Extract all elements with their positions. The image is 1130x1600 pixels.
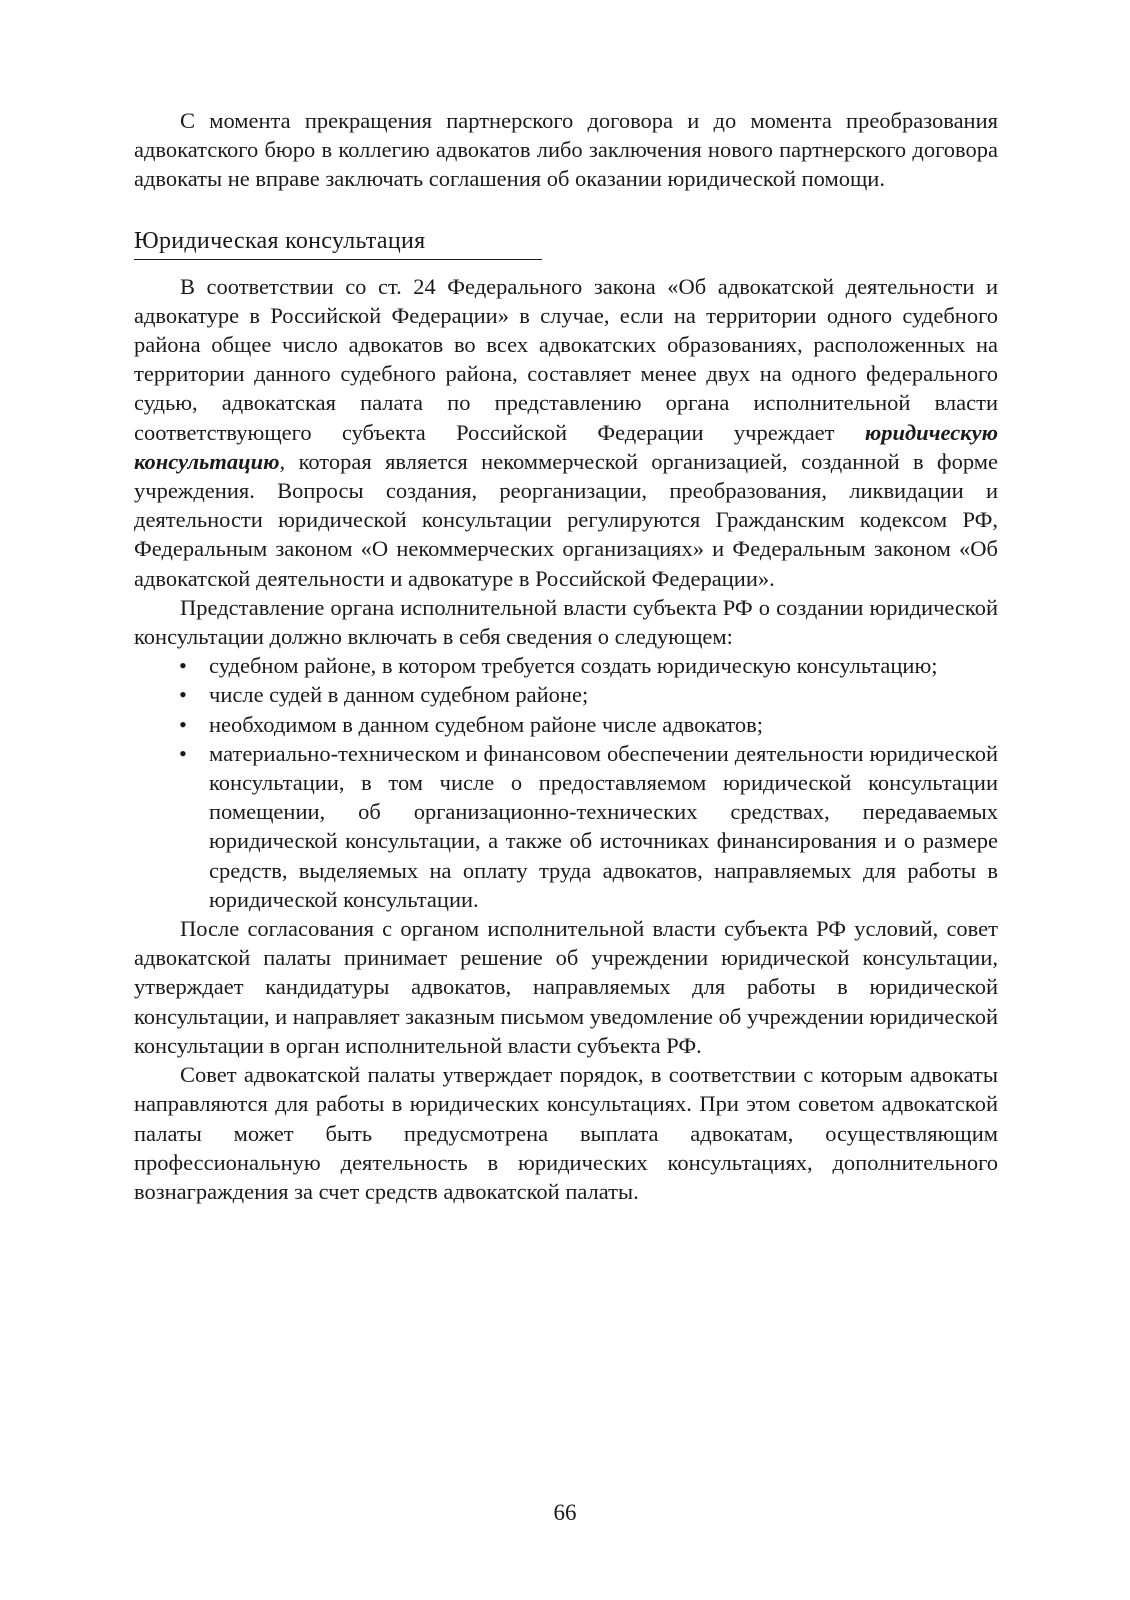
page-number: 66 — [553, 1500, 577, 1525]
list-item-text: материально-техническом и финансовом обеспечении деятельности юридической консультации, в том числе о предоставляемом юридической консультации помещении, об организационно-технических средствах, передаваемых юридической консультации, а также об источниках финансирования и о размере средств, выделяемых на оплату труда адвокатов, направляемых для работы в юридической консультации. — [209, 740, 998, 912]
paragraph-2: Представление органа исполнительной власти субъекта РФ о создании юридической консультации должно включать в себя сведения о следующем: — [134, 594, 998, 650]
bullet-icon: • — [179, 653, 187, 679]
intro-paragraph: С момента прекращения партнерского договора и до момента преобразования адвокатского бюро в коллегию адвокатов либо заключения нового партнерского договора адвокаты не вправе заключать соглашения об оказании юридической помощи. — [134, 108, 998, 192]
list-item-text: судебном районе, в котором требуется создать юридическую консультацию; — [209, 653, 938, 679]
page-body — [134, 106, 998, 1206]
section-heading: Юридическая консультация — [134, 226, 542, 260]
emphasized-term: юридическую консультацию — [134, 419, 998, 474]
list-item-text: числе судей в данном судебном районе; — [209, 682, 589, 708]
bullet-icon: • — [179, 711, 187, 737]
bullet-icon: • — [179, 682, 187, 708]
paragraph-1 — [134, 272, 998, 593]
list-item — [179, 710, 998, 739]
paragraph-4: Совет адвокатской палаты утверждает порядок, в соответствии с которым адвокаты направляются для работы в юридических консультациях. При этом советом адвокатской палаты может быть предусмотрена выплата адвокатам, осуществляющим профессиональную деятельность в юридических консультациях, дополнительного вознаграждения за счет средств адвокатской палаты. — [134, 1062, 998, 1204]
list-item — [179, 651, 998, 680]
paragraph-1-before: В соответствии со ст. 24 Федерального закона «Об адвокатской деятельности и адвокатуре в Российской Федерации» в случае, если на территории одного судебного района общее число адвокатов во всех адвокатских образованиях, расположенных на территории данного судебного района, составляет менее двух на одного федерального судью, адвокатская палата по представлению органа исполнительной власти соответствующего субъекта Российской Федерации учреждает — [134, 273, 998, 445]
list-item — [179, 680, 998, 709]
paragraph-1-after: , которая является некоммерческой организацией, созданной в форме учреждения. Вопросы создания, реорганизации, преобразования, ликвидации и деятельности юридической консультации регулируются Гражданским кодексом РФ, Федеральным законом «О некоммерческих организациях» и Федеральным законом «Об адвокатской деятельности и адвокатуре в Российской Федерации». — [134, 448, 998, 591]
list-item-text: необходимом в данном судебном районе числе адвокатов; — [209, 711, 764, 737]
list-item — [179, 739, 998, 914]
bullet-icon: • — [179, 740, 187, 766]
requirements-list — [134, 651, 998, 914]
paragraph-3: После согласования с органом исполнительной власти субъекта РФ условий, совет адвокатской палаты принимает решение об учреждении юридической консультации, утверждает кандидатуры адвокатов, направляемых для работы в юридической консультации, и направляет заказным письмом уведомление об учреждении юридической консультации в орган исполнительной власти субъекта РФ. — [134, 916, 998, 1058]
